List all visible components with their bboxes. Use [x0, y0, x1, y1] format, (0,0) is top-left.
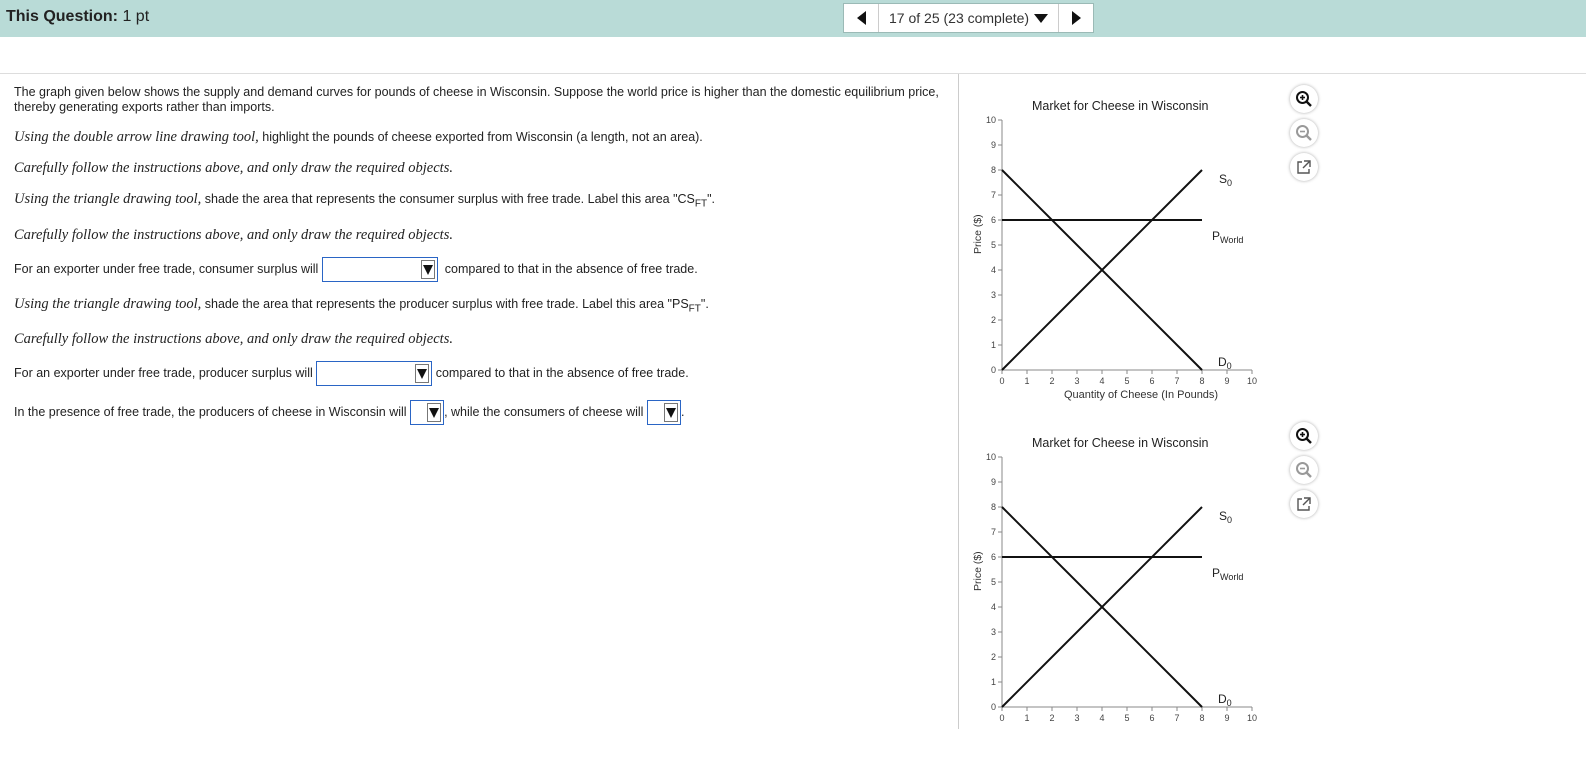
- x-axis-label: Quantity of Cheese (In Pounds): [1064, 389, 1219, 401]
- question-selector-dropdown[interactable]: [878, 4, 1059, 32]
- y-tick-label: 2: [990, 652, 996, 662]
- careful-note: Carefully follow the instructions above, and only draw the required objects.: [14, 331, 453, 347]
- dropdown-arrow-icon: [427, 403, 441, 422]
- progress-text: 17 of 25 (23 complete): [889, 10, 1030, 26]
- popout-button[interactable]: [1290, 153, 1318, 181]
- supply-label: [1219, 172, 1232, 188]
- zoom-in-button[interactable]: [1290, 422, 1318, 450]
- y-tick-label: 10: [985, 452, 996, 462]
- instruction-tool: Using the triangle drawing tool,: [14, 296, 202, 312]
- instruction-end: ".: [700, 297, 709, 311]
- y-tick-label: 3: [990, 290, 996, 300]
- caret-down-icon: [1034, 14, 1048, 23]
- x-tick-label: 4: [1099, 713, 1105, 723]
- arrow-right-icon: [1072, 11, 1081, 25]
- producer-surplus-question: [14, 361, 949, 386]
- panel-divider: [958, 74, 959, 729]
- y-tick-label: 1: [990, 677, 996, 687]
- world-price-label: [1212, 229, 1243, 245]
- y-axis-label: Price ($): [972, 214, 984, 254]
- sentence-end: .: [680, 404, 685, 419]
- x-tick-label: 8: [1199, 376, 1205, 386]
- instruction-end: ".: [707, 192, 716, 206]
- supply-letter: S: [1219, 509, 1228, 523]
- x-tick-label: 6: [1149, 713, 1155, 723]
- demand-letter: D: [1218, 692, 1227, 706]
- instruction-text: highlight the pounds of cheese exported from Wisconsin (a length, not an area).: [258, 130, 703, 144]
- x-tick-label: 7: [1174, 376, 1180, 386]
- y-tick-label: 4: [990, 265, 996, 275]
- y-tick-label: 0: [990, 365, 996, 375]
- zoom-in-icon: [1295, 90, 1313, 108]
- zoom-in-button[interactable]: [1290, 85, 1318, 113]
- x-tick-label: 6: [1149, 376, 1155, 386]
- instruction-tool: Using the double arrow line drawing tool,: [14, 129, 259, 145]
- question-intro: The graph given below shows the supply and demand curves for pounds of cheese in Wisconsin. Suppose the world price is higher than the domestic equilibrium price, thereby generating exports rather than imports.: [14, 85, 939, 114]
- x-tick-label: 9: [1224, 713, 1230, 723]
- y-tick-label: 7: [990, 190, 996, 200]
- demand-subscript: 0: [1226, 698, 1232, 708]
- zoom-out-button[interactable]: [1290, 456, 1318, 484]
- external-link-icon: [1296, 496, 1312, 512]
- dropdown-arrow-icon: [664, 403, 678, 422]
- y-tick-label: 6: [990, 552, 996, 562]
- x-tick-label: 7: [1174, 713, 1180, 723]
- zoom-out-icon: [1295, 124, 1313, 142]
- graph-title: Market for Cheese in Wisconsin: [1032, 99, 1209, 113]
- y-tick-label: 6: [990, 215, 996, 225]
- x-tick-label: 1: [1024, 713, 1030, 723]
- x-tick-label: 4: [1099, 376, 1105, 386]
- supply-letter: S: [1219, 172, 1228, 186]
- instruction-producer-surplus: [14, 297, 949, 317]
- question-label: This Question:: [6, 8, 118, 25]
- demand-letter: D: [1218, 355, 1227, 369]
- x-tick-label: 2: [1049, 713, 1055, 723]
- producers-dropdown[interactable]: [410, 400, 444, 425]
- x-tick-label: 3: [1074, 713, 1080, 723]
- y-tick-label: 9: [990, 140, 996, 150]
- graph-1-svg[interactable]: [960, 88, 1260, 418]
- supply-subscript: 0: [1227, 178, 1233, 188]
- instruction-text: shade the area that represents the consumer surplus with free trade. Label this area "CS: [201, 192, 695, 206]
- y-tick-label: 8: [990, 502, 996, 512]
- instruction-tool: Using the triangle drawing tool,: [14, 191, 202, 207]
- graph-title: Market for Cheese in Wisconsin: [1032, 436, 1209, 450]
- careful-note: Carefully follow the instructions above, and only draw the required objects.: [14, 160, 453, 176]
- instruction-subscript: FT: [688, 303, 701, 315]
- world-price-letter: P: [1212, 229, 1221, 243]
- instruction-consumer-surplus: [14, 192, 949, 212]
- consumer-surplus-question: [14, 257, 949, 282]
- graph-2[interactable]: [960, 425, 1260, 760]
- x-tick-label: 10: [1246, 376, 1258, 386]
- y-tick-label: 5: [990, 577, 996, 587]
- x-tick-label: 9: [1224, 376, 1230, 386]
- x-tick-label: 5: [1124, 376, 1130, 386]
- x-tick-label: 1: [1024, 376, 1030, 386]
- cs-question-text-after: compared to that in the absence of free trade.: [444, 261, 698, 276]
- cs-question-text: For an exporter under free trade, consumer surplus will: [14, 261, 319, 276]
- world-price-letter: P: [1212, 566, 1221, 580]
- external-link-icon: [1296, 159, 1312, 175]
- y-tick-label: 9: [990, 477, 996, 487]
- world-price-subscript: World: [1220, 572, 1244, 582]
- plot-area[interactable]: [986, 452, 1257, 723]
- x-tick-label: 3: [1074, 376, 1080, 386]
- y-tick-label: 3: [990, 627, 996, 637]
- zoom-in-icon: [1295, 427, 1313, 445]
- consumer-surplus-dropdown[interactable]: [322, 257, 438, 282]
- next-question-button[interactable]: [1059, 4, 1093, 32]
- header-divider: [0, 73, 1586, 74]
- plot-area[interactable]: [986, 115, 1257, 386]
- ps-question-text-after: compared to that in the absence of free trade.: [435, 365, 689, 380]
- y-tick-label: 0: [990, 702, 996, 712]
- y-tick-label: 10: [985, 115, 996, 125]
- demand-subscript: 0: [1226, 361, 1232, 371]
- popout-button[interactable]: [1290, 490, 1318, 518]
- arrow-left-icon: [857, 11, 866, 25]
- x-tick-label: 5: [1124, 713, 1130, 723]
- x-tick-label: 0: [999, 376, 1005, 386]
- y-tick-label: 5: [990, 240, 996, 250]
- points-value: 1 pt: [122, 8, 150, 25]
- question-points: [6, 8, 149, 26]
- zoom-out-button[interactable]: [1290, 119, 1318, 147]
- dropdown-arrow-icon: [421, 260, 435, 279]
- instruction-exports: [14, 130, 949, 145]
- producers-text: In the presence of free trade, the producers of cheese in Wisconsin will: [14, 404, 407, 419]
- question-navigator: [843, 3, 1094, 33]
- supply-subscript: 0: [1227, 515, 1233, 525]
- graph-1[interactable]: [960, 88, 1260, 423]
- y-tick-label: 1: [990, 340, 996, 350]
- y-tick-label: 7: [990, 527, 996, 537]
- instruction-subscript: FT: [694, 198, 708, 210]
- dropdown-arrow-icon: [415, 364, 429, 383]
- producer-surplus-dropdown[interactable]: [316, 361, 432, 386]
- instruction-text: shade the area that represents the producer surplus with free trade. Label this area "PS: [201, 297, 689, 311]
- supply-label: [1219, 509, 1232, 525]
- ps-question-text: For an exporter under free trade, producer surplus will: [14, 365, 313, 380]
- previous-question-button[interactable]: [844, 4, 878, 32]
- question-header-bar: [0, 0, 1586, 37]
- careful-note: Carefully follow the instructions above, and only draw the required objects.: [14, 227, 453, 243]
- x-tick-label: 8: [1199, 713, 1205, 723]
- x-tick-label: 10: [1246, 713, 1258, 723]
- y-tick-label: 4: [990, 602, 996, 612]
- graph-2-svg[interactable]: [960, 425, 1260, 730]
- x-tick-label: 0: [999, 713, 1005, 723]
- y-tick-label: 2: [990, 315, 996, 325]
- demand-label: [1218, 692, 1232, 708]
- demand-label: [1218, 355, 1232, 371]
- world-price-subscript: World: [1220, 235, 1244, 245]
- world-price-label: [1212, 566, 1243, 582]
- y-axis-label: Price ($): [972, 551, 984, 591]
- free-trade-question: [14, 400, 949, 425]
- x-tick-label: 2: [1049, 376, 1055, 386]
- zoom-out-icon: [1295, 461, 1313, 479]
- consumers-text: , while the consumers of cheese will: [444, 404, 644, 419]
- y-tick-label: 8: [990, 165, 996, 175]
- consumers-dropdown[interactable]: [647, 400, 681, 425]
